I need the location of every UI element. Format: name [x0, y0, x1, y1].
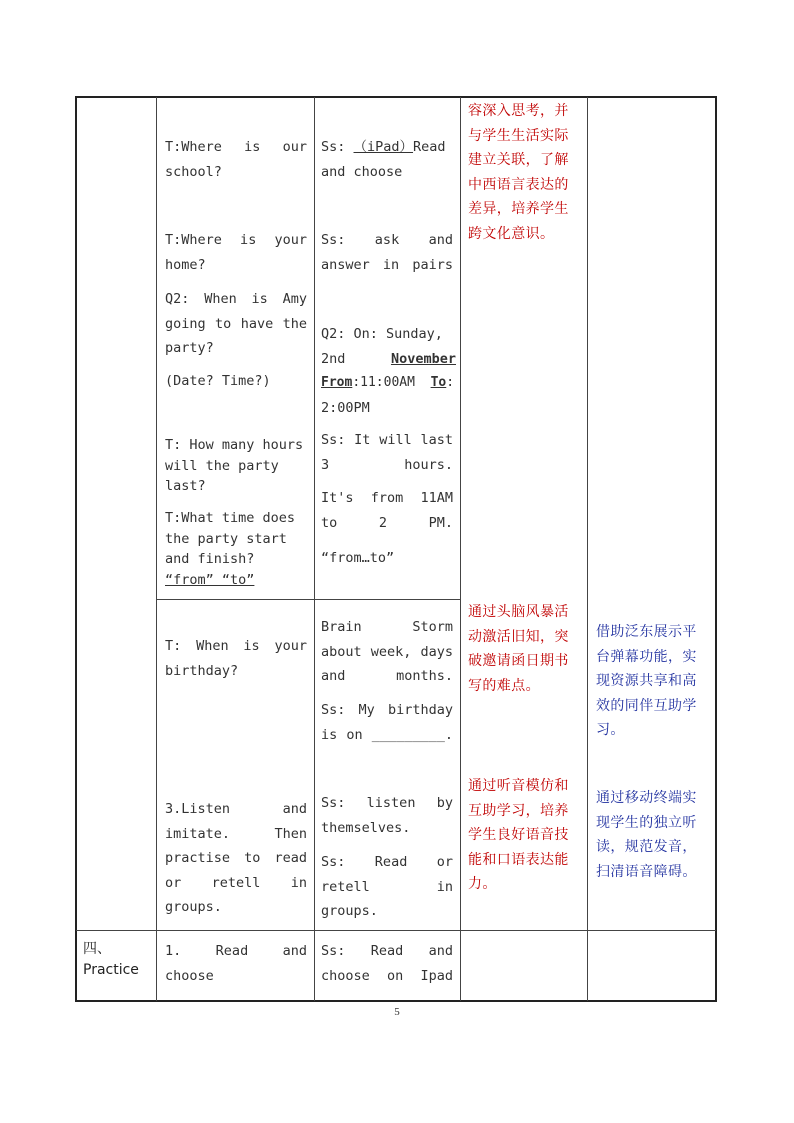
column-divider — [460, 97, 461, 1001]
ipad-label: （iPad） — [353, 139, 414, 155]
teacher-question-party-date: Q2: When is Amy going to have the party? — [165, 291, 307, 356]
student-ipad-text: Read and choose — [321, 139, 446, 180]
stage-label — [83, 939, 155, 981]
student-birthday: Ss: My birthday is on _________. — [321, 702, 453, 743]
teacher-question-birthday: T: When is your birthday? — [165, 638, 307, 679]
answer-date-text: Q2: On: Sunday, — [321, 326, 443, 342]
page-number: 5 — [394, 1006, 400, 1018]
tech-text-1: 借助泛东展示平台弹幕功能，实现资源共享和高效的同伴互助学习。 — [596, 624, 697, 738]
student-last-hours: Ss: It will last 3 hours. — [321, 432, 453, 473]
purpose-text-2: 通过头脑风暴活动激活旧知，突破邀请函日期书写的难点。 — [468, 604, 569, 694]
student-choose-ipad: Ss: Read and choose on Ipad — [321, 943, 453, 984]
student-from-time: It's from 11AM to 2 PM. — [321, 490, 453, 531]
purpose-text-3: 通过听音模仿和互助学习，培养学生良好语音技能和口语表达能力。 — [468, 778, 569, 892]
student-ipad-read — [321, 135, 453, 184]
student-answer-date — [321, 322, 456, 420]
teacher-question-time-line: the party start — [165, 530, 287, 547]
answer-day: 2nd — [321, 350, 346, 367]
teacher-question-hours: T: How many hours will the party last? — [165, 437, 304, 494]
stage-number: 四、 — [83, 941, 111, 957]
student-label: Ss: — [321, 139, 354, 155]
answer-to: To — [430, 375, 447, 390]
answer-month: November — [390, 350, 456, 367]
teacher-question-time — [165, 508, 315, 590]
answer-from: From — [321, 375, 353, 390]
answer-from-time: :11:00AM — [352, 375, 423, 390]
answer-line — [321, 322, 456, 347]
teacher-listen-imitate: 3.Listen and imitate. Then practise to read or retell in groups. — [165, 801, 307, 915]
from-to-keywords: “from” “to” — [165, 571, 255, 588]
column-divider — [156, 97, 157, 1001]
teacher-question-time-line — [165, 570, 315, 591]
row-divider — [157, 599, 460, 600]
answer-to-colon: : — [446, 375, 455, 390]
tech-text-2: 通过移动终端实现学生的独立听读，规范发音，扫清语音障碍。 — [596, 790, 697, 880]
stage-name: Practice — [83, 962, 139, 978]
teacher-practice-read: 1. Read and choose — [165, 943, 307, 984]
answer-line — [321, 347, 456, 372]
teacher-question-time-line: T:What time does — [165, 510, 296, 526]
teacher-question-hint: (Date? Time?) — [165, 373, 271, 389]
teacher-question-home: T:Where is your home? — [165, 232, 307, 273]
student-ask-answer: Ss: ask and answer in pairs — [321, 232, 453, 273]
student-brain-storm: Brain Storm about week, days and months. — [321, 619, 453, 684]
answer-line — [321, 371, 456, 396]
column-divider — [587, 97, 588, 1001]
teacher-question-time-line: and finish? — [165, 551, 255, 567]
student-from-to: “from…to” — [321, 550, 395, 566]
student-retell: Ss: Read or retell in groups. — [321, 854, 453, 919]
teacher-question-school: T:Where is our school? — [165, 139, 307, 180]
row-divider — [76, 930, 716, 931]
student-listen: Ss: listen by themselves. — [321, 795, 453, 836]
answer-line: 2:00PM — [321, 399, 370, 416]
purpose-text-1: 容深入思考，并与学生生活实际建立关联，了解中西语言表达的差异，培养学生跨文化意识。 — [468, 103, 569, 242]
